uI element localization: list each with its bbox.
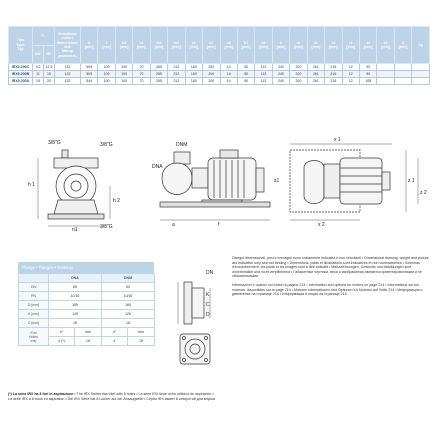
model-cell: IRX0-200A [9, 78, 33, 85]
dim-cell [412, 71, 430, 78]
frame-cell: 132 [55, 64, 81, 71]
flange-section [18, 262, 154, 346]
header-col: f [mm] [98, 27, 115, 64]
dim-x2-label: x 2 [318, 222, 325, 228]
header-col: a [mm] [81, 27, 98, 64]
flange-row-label: DN [19, 283, 49, 292]
dim-cell [394, 71, 411, 78]
dim-cell: 212 [168, 78, 185, 85]
dim-cell: 320 [290, 78, 307, 85]
holes-mm-header: mm [128, 328, 155, 337]
dim-cell [412, 78, 430, 85]
dim-cell: 160 [185, 78, 202, 85]
flange-dnm-value: 165 [102, 301, 155, 310]
dim-cell: 320 [290, 71, 307, 78]
header-col: h1 [mm] [115, 27, 132, 64]
dim-s1-label: s1 [274, 178, 280, 184]
dim-cell: 100 [98, 64, 115, 71]
dim-cell: 50 [237, 71, 254, 78]
holes-label: Fori Holes отв. [19, 328, 49, 346]
dim-cell: 240 [272, 78, 289, 85]
holes-dna-n: 4 (*) [49, 337, 75, 346]
dim-cell: 216 [325, 64, 342, 71]
flange-drawing [170, 262, 220, 382]
holes-n-header: n° [102, 328, 128, 337]
dim-cell: 200 [203, 64, 220, 71]
header-motor: Grandezza motore Motor frame size Мотор двигатель [55, 27, 81, 64]
flange-dna-value: 18 [49, 319, 102, 328]
footnote-asterisk: (*) La serie IRX ha 8 fori in aspirazione [8, 392, 74, 396]
flange-row [19, 301, 155, 310]
dim-cell: 265 [150, 71, 167, 78]
dim-cell: 14 [220, 71, 237, 78]
header-col: m2 [mm] [168, 27, 185, 64]
dim-cell: 113 [255, 71, 272, 78]
flange-row-label: K [mm] [19, 310, 49, 319]
top-view-drawing [290, 144, 418, 220]
flange-d-label: D [206, 312, 210, 318]
dim-cell: 160 [185, 71, 202, 78]
header-col: h2 [mm] [133, 27, 150, 64]
disclaimer-text: Disegni dimensionali, pesi e immagini sono unicamente indicativi e non vincolanti • Dimensional drawing, weight and picture are indicative only and not binding • Dimensions, poids et illustrations sont indicatives et non contractuelles • Schemas d'encombrement, les poids et les images sont à titre indicatif • Maßzeichnungen, Gewichte und Abbildungen sind unverbindlich und nicht verpflichtend • Габаритные чертежи, веса и изображения являются ориентировочными и не обязательными [232, 256, 429, 279]
dim-cell: 14 [220, 64, 237, 71]
dim-cell: 240 [272, 71, 289, 78]
specs-row [9, 64, 440, 71]
flange-row-label: C [mm] [19, 319, 49, 328]
flange-title: Flange • Flanges • Фланцы [18, 262, 154, 273]
header-col: x2 [mm] [377, 27, 394, 64]
dna-label: DNA [152, 164, 163, 170]
flange-dna-value: 10/16 [49, 292, 102, 301]
front-view-drawing [38, 150, 110, 226]
header-col: s1 [mm] [307, 27, 324, 64]
holes-mm-header: mm [75, 328, 102, 337]
header-col: n2 [mm] [203, 27, 220, 64]
flange-row [19, 292, 155, 301]
dim-h1-label: h 1 [28, 182, 35, 188]
dim-n1-label: n1 [72, 227, 78, 233]
flange-row-label: PN [19, 292, 49, 301]
specs-row [9, 78, 440, 85]
dim-cell: 265 [150, 78, 167, 85]
dim-cell [412, 64, 430, 71]
header-col: h2 [mm] [255, 27, 272, 64]
header-col: m1 [mm] [150, 27, 167, 64]
flange-dnm-value: 18 [102, 319, 155, 328]
dim-h2-label: h 2 [113, 198, 120, 204]
dim-x1-label: x 1 [334, 137, 341, 143]
dim-cell: 50 [237, 64, 254, 71]
dim-cell: 90 [360, 64, 377, 71]
flange-dnm-value: 10/16 [102, 292, 155, 301]
header-col: w [mm] [290, 27, 307, 64]
model-cell: IRX0-200B [9, 71, 33, 78]
holes-dnm-mm: 18 [128, 337, 155, 346]
header-col: b [mm] [272, 27, 289, 64]
dim-cell: 216 [325, 71, 342, 78]
dim-z2-label: z 2 [420, 190, 427, 196]
hp-cell: 15 [44, 71, 55, 78]
dim-cell: 216 [325, 78, 342, 85]
hp-cell: 20 [44, 78, 55, 85]
footnote [8, 392, 218, 401]
kw-cell: 9,2 [33, 64, 44, 71]
dim-cell: 108 [360, 78, 377, 85]
flange-drawing-svg [170, 262, 220, 382]
specs-row [9, 71, 440, 78]
flange-dna-value: 65 [49, 283, 102, 292]
dim-cell: 544 [81, 78, 98, 85]
flange-k-label: K [206, 292, 210, 298]
specs-table [8, 26, 440, 85]
thread-label: 3/8"G [48, 140, 61, 146]
dim-cell: 212 [168, 71, 185, 78]
dim-cell: 509 [81, 71, 98, 78]
header-hp: HP [44, 45, 55, 64]
dim-cell: 12 [342, 78, 359, 85]
flange-dnm-value: 125 [102, 310, 155, 319]
dim-cell: 200 [203, 71, 220, 78]
dim-cell: 160 [185, 64, 202, 71]
flange-row-label: D [mm] [19, 301, 49, 310]
dim-cell [394, 64, 411, 71]
header-col: x1 [mm] [325, 27, 342, 64]
dim-cell: 265 [150, 64, 167, 71]
dim-cell: 261 [307, 71, 324, 78]
dim-cell: 12 [342, 71, 359, 78]
dim-z1-label: z 1 [408, 178, 415, 184]
dim-cell [377, 71, 394, 78]
flange-row [19, 310, 155, 319]
header-col: z1 [mm] [342, 27, 359, 64]
header-col: kg [412, 27, 430, 64]
header-kw: kW [33, 45, 44, 64]
dim-cell: 50 [237, 78, 254, 85]
dim-cell [377, 78, 394, 85]
dim-cell: 261 [307, 78, 324, 85]
flange-c-label: C [206, 302, 210, 308]
dim-cell: 509 [81, 64, 98, 71]
frame-cell: 132 [55, 78, 81, 85]
dim-cell: 113 [255, 64, 272, 71]
dnm-label: DNM [176, 142, 188, 148]
holes-dna-mm: 18 [75, 337, 102, 346]
dim-cell: 100 [115, 64, 132, 71]
dim-cell: 212 [168, 64, 185, 71]
dim-cell: 70 [133, 71, 150, 78]
thread-label: 3/8"G [100, 142, 113, 148]
flange-dna-value: 145 [49, 310, 102, 319]
header-col: n3 [mm] [220, 27, 237, 64]
flange-row [19, 319, 155, 328]
dim-cell: 320 [290, 64, 307, 71]
dimension-drawings [14, 138, 434, 234]
flange-row [19, 283, 155, 292]
dim-cell: 12 [342, 64, 359, 71]
dim-cell: 113 [255, 78, 272, 85]
hp-cell: 12,5 [44, 64, 55, 71]
side-view-drawing [160, 150, 270, 220]
thread-label: 3/8"G [100, 224, 113, 230]
flange-col-dna: DNA [49, 274, 102, 283]
dim-cell: 70 [133, 78, 150, 85]
header-col: d [mm] [394, 27, 411, 64]
dim-cell: 70 [133, 64, 150, 71]
motor-info-text: Informazioni e opzioni sui motori a pagina 214 • Information and options for motors on page 214 • Informations sur les moteurs, disponibles sur la page 214 • Motoren informationen und Optionen Kü Motoren auf Seite 214 • Информация о двигателях на странице 214 • Информация и опции на странице 214. [232, 282, 423, 297]
flange-dn-label: DN [206, 270, 214, 276]
header-col: z2 [mm] [360, 27, 377, 64]
header-tipo: Tipo Type Typ [9, 27, 33, 64]
flange-dna-value: 185 [49, 301, 102, 310]
header-col: h1 [mm] [237, 27, 254, 64]
model-cell: IRX0-200C [9, 64, 33, 71]
flange-corner [19, 274, 49, 283]
pump-drawings-svg [14, 138, 434, 234]
dim-cell: 100 [115, 71, 132, 78]
dim-cell: 14 [220, 78, 237, 85]
dim-cell: 100 [98, 71, 115, 78]
dim-cell: 90 [360, 71, 377, 78]
dim-cell: 100 [98, 78, 115, 85]
flange-table [18, 273, 155, 346]
dim-a-label: a [172, 222, 175, 228]
dim-cell [377, 64, 394, 71]
dim-cell: 100 [115, 78, 132, 85]
kw-cell: 15 [33, 78, 44, 85]
dim-f-label: f [218, 222, 220, 228]
dim-cell [394, 78, 411, 85]
holes-n-header: n° [49, 328, 75, 337]
dim-cell: 200 [203, 78, 220, 85]
kw-cell: 11 [33, 71, 44, 78]
dim-cell: 240 [272, 64, 289, 71]
header-p2: P₂ [33, 27, 55, 46]
footnote-text: • The IRX Series has inlet with 8 holes • La série IRX tiene ocho orificios de aspiración • La série IRX a 8 trous en aspiration • Die IRX Serie hat 8 Löcher auf der Ansaugseite • Серия IRX имеет 8 отверстий для впуска [8, 392, 215, 401]
notes-block [232, 256, 432, 301]
flange-dnm-value: 50 [102, 283, 155, 292]
frame-cell: 132 [55, 71, 81, 78]
dim-cell: 261 [307, 64, 324, 71]
holes-dnm-n: 4 [102, 337, 128, 346]
flange-col-dnm: DNM [102, 274, 155, 283]
header-col: n1 [mm] [185, 27, 202, 64]
